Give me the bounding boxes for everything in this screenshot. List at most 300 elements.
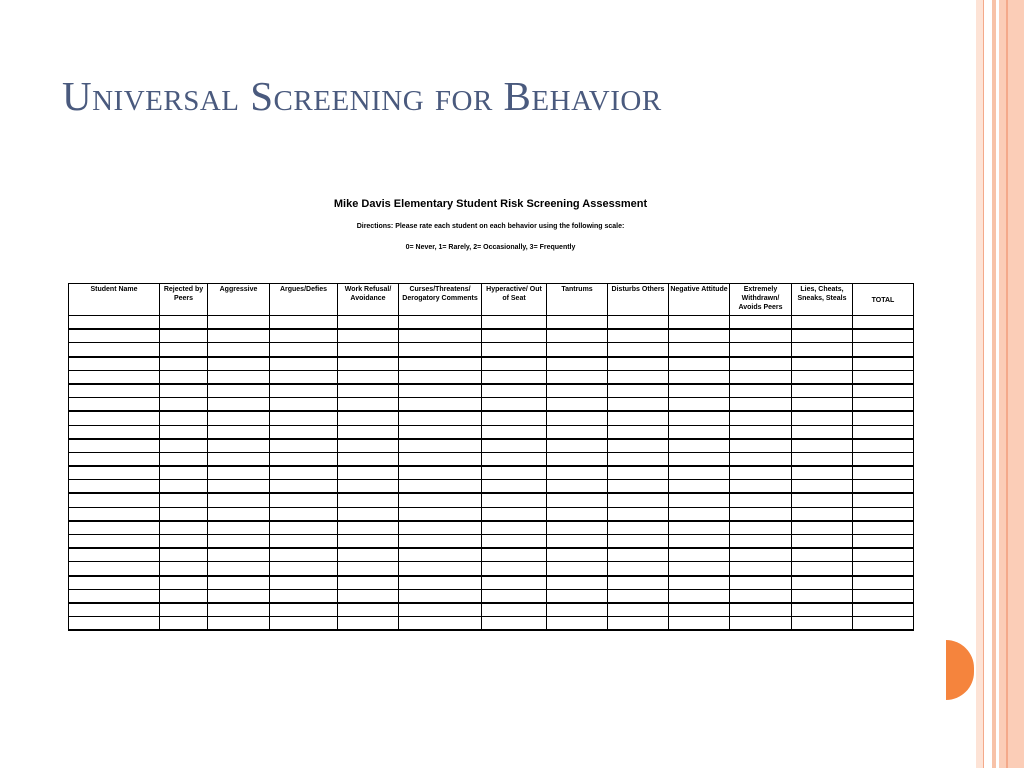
table-cell [853, 480, 914, 494]
table-cell [338, 603, 399, 617]
table-cell [160, 548, 208, 562]
table-cell [482, 617, 547, 631]
table-row [69, 576, 914, 590]
table-cell [853, 343, 914, 357]
table-cell [853, 398, 914, 412]
table-cell [730, 562, 792, 576]
table-cell [338, 521, 399, 535]
table-cell [482, 384, 547, 398]
table-cell [399, 480, 482, 494]
table-cell [69, 466, 160, 480]
table-cell [338, 425, 399, 439]
table-cell [730, 589, 792, 603]
table-cell [669, 452, 730, 466]
table-cell [270, 480, 338, 494]
table-cell [792, 548, 853, 562]
table-cell [69, 452, 160, 466]
table-cell [792, 343, 853, 357]
table-cell [399, 493, 482, 507]
table-cell [399, 384, 482, 398]
table-cell [730, 316, 792, 330]
table-cell [399, 439, 482, 453]
table-cell [270, 316, 338, 330]
table-cell [853, 466, 914, 480]
column-header: Work Refusal/ Avoidance [338, 284, 399, 316]
table-cell [69, 425, 160, 439]
table-cell [208, 617, 270, 631]
table-cell [608, 398, 669, 412]
table-cell [338, 507, 399, 521]
table-cell [608, 343, 669, 357]
column-header: Student Name [69, 284, 160, 316]
table-cell [69, 357, 160, 371]
table-cell [160, 603, 208, 617]
table-cell [338, 370, 399, 384]
table-cell [547, 535, 608, 549]
table-cell [69, 493, 160, 507]
table-cell [160, 535, 208, 549]
table-row [69, 329, 914, 343]
table-cell [399, 548, 482, 562]
table-row [69, 493, 914, 507]
table-row [69, 466, 914, 480]
table-header-row [69, 284, 914, 316]
table-cell [208, 521, 270, 535]
table-cell [669, 521, 730, 535]
table-cell [669, 535, 730, 549]
table-cell [208, 576, 270, 590]
table-cell [270, 452, 338, 466]
table-cell [270, 521, 338, 535]
table-cell [792, 452, 853, 466]
table-cell [482, 603, 547, 617]
table-cell [547, 521, 608, 535]
table-cell [853, 329, 914, 343]
table-cell [69, 370, 160, 384]
table-row [69, 507, 914, 521]
table-cell [69, 617, 160, 631]
table-cell [853, 562, 914, 576]
table-cell [270, 425, 338, 439]
table-cell [792, 493, 853, 507]
table-cell [399, 589, 482, 603]
table-cell [208, 411, 270, 425]
table-cell [853, 493, 914, 507]
table-cell [208, 329, 270, 343]
table-cell [338, 466, 399, 480]
table-cell [608, 493, 669, 507]
table-cell [482, 316, 547, 330]
table-row [69, 589, 914, 603]
table-cell [853, 521, 914, 535]
table-cell [792, 466, 853, 480]
table-cell [792, 535, 853, 549]
table-cell [730, 357, 792, 371]
table-cell [547, 466, 608, 480]
table-cell [730, 480, 792, 494]
table-cell [160, 384, 208, 398]
table-cell [160, 521, 208, 535]
table-cell [547, 548, 608, 562]
table-cell [399, 343, 482, 357]
table-cell [399, 617, 482, 631]
orange-side-tab [946, 640, 974, 700]
table-cell [547, 398, 608, 412]
table-cell [338, 343, 399, 357]
table-cell [792, 480, 853, 494]
table-cell [208, 535, 270, 549]
table-cell [669, 370, 730, 384]
table-cell [69, 398, 160, 412]
table-row [69, 617, 914, 631]
table-cell [608, 535, 669, 549]
column-header: Rejected by Peers [160, 284, 208, 316]
table-row [69, 398, 914, 412]
table-cell [730, 548, 792, 562]
table-cell [853, 452, 914, 466]
table-cell [730, 398, 792, 412]
table-cell [608, 425, 669, 439]
table-cell [482, 589, 547, 603]
table-cell [792, 562, 853, 576]
table-cell [160, 343, 208, 357]
table-cell [547, 439, 608, 453]
table-cell [160, 617, 208, 631]
table-cell [270, 562, 338, 576]
table-cell [547, 357, 608, 371]
table-cell [399, 521, 482, 535]
table-cell [399, 535, 482, 549]
table-cell [69, 439, 160, 453]
table-cell [669, 466, 730, 480]
table-cell [792, 398, 853, 412]
table-cell [270, 548, 338, 562]
table-cell [482, 548, 547, 562]
table-cell [338, 357, 399, 371]
table-cell [669, 439, 730, 453]
table-cell [669, 480, 730, 494]
table-cell [482, 521, 547, 535]
table-cell [853, 617, 914, 631]
table-cell [669, 548, 730, 562]
table-cell [608, 384, 669, 398]
table-cell [853, 507, 914, 521]
table-row [69, 343, 914, 357]
table-cell [270, 576, 338, 590]
table-cell [69, 589, 160, 603]
table-cell [208, 548, 270, 562]
table-cell [792, 603, 853, 617]
table-cell [547, 589, 608, 603]
table-cell [482, 535, 547, 549]
table-cell [669, 576, 730, 590]
table-cell [669, 343, 730, 357]
table-cell [608, 411, 669, 425]
table-cell [730, 411, 792, 425]
table-cell [853, 589, 914, 603]
table-cell [482, 562, 547, 576]
table-cell [792, 316, 853, 330]
table-cell [270, 493, 338, 507]
table-cell [338, 316, 399, 330]
table-cell [608, 329, 669, 343]
table-cell [208, 493, 270, 507]
table-cell [399, 370, 482, 384]
table-cell [270, 535, 338, 549]
table-cell [792, 617, 853, 631]
table-cell [730, 603, 792, 617]
table-cell [730, 617, 792, 631]
table-cell [730, 452, 792, 466]
table-cell [338, 535, 399, 549]
table-cell [482, 425, 547, 439]
table-row [69, 452, 914, 466]
table-cell [669, 562, 730, 576]
screening-table [68, 283, 914, 631]
table-cell [669, 398, 730, 412]
table-cell [853, 603, 914, 617]
table-cell [338, 439, 399, 453]
table-cell [482, 329, 547, 343]
table-cell [853, 384, 914, 398]
table-cell [160, 480, 208, 494]
table-cell [399, 398, 482, 412]
table-cell [69, 576, 160, 590]
table-cell [399, 452, 482, 466]
table-cell [208, 562, 270, 576]
table-cell [69, 521, 160, 535]
table-row [69, 411, 914, 425]
table-cell [730, 370, 792, 384]
table-cell [399, 316, 482, 330]
table-row [69, 562, 914, 576]
table-cell [608, 507, 669, 521]
table-cell [547, 316, 608, 330]
table-cell [608, 357, 669, 371]
table-row [69, 357, 914, 371]
table-row [69, 425, 914, 439]
table-cell [270, 589, 338, 603]
table-cell [399, 411, 482, 425]
table-cell [399, 357, 482, 371]
table-cell [338, 411, 399, 425]
table-cell [669, 589, 730, 603]
table-cell [338, 493, 399, 507]
column-header: Aggressive [208, 284, 270, 316]
table-cell [730, 329, 792, 343]
table-cell [730, 343, 792, 357]
table-cell [730, 521, 792, 535]
table-cell [270, 507, 338, 521]
table-cell [399, 329, 482, 343]
table-cell [338, 480, 399, 494]
table-cell [338, 589, 399, 603]
table-cell [792, 576, 853, 590]
table-cell [160, 316, 208, 330]
column-header: Negative Attitude [669, 284, 730, 316]
table-cell [160, 507, 208, 521]
rating-scale: 0= Never, 1= Rarely, 2= Occasionally, 3= Frequently [405, 244, 576, 251]
table-cell [853, 370, 914, 384]
table-cell [853, 576, 914, 590]
table-cell [69, 329, 160, 343]
table-cell [482, 439, 547, 453]
table-cell [208, 370, 270, 384]
table-cell [208, 357, 270, 371]
table-cell [730, 384, 792, 398]
table-cell [669, 357, 730, 371]
document-title: Mike Davis Elementary Student Risk Screening Assessment [333, 198, 648, 210]
table-cell [160, 452, 208, 466]
table-cell [547, 384, 608, 398]
table-cell [853, 425, 914, 439]
table-cell [482, 576, 547, 590]
table-cell [69, 316, 160, 330]
table-cell [208, 316, 270, 330]
table-cell [792, 370, 853, 384]
table-cell [69, 603, 160, 617]
column-header: Tantrums [547, 284, 608, 316]
table-cell [547, 343, 608, 357]
table-cell [69, 411, 160, 425]
table-cell [792, 329, 853, 343]
table-cell [482, 480, 547, 494]
table-cell [160, 493, 208, 507]
table-cell [208, 425, 270, 439]
table-cell [69, 384, 160, 398]
table-cell [792, 439, 853, 453]
table-body [69, 316, 914, 631]
table-cell [69, 480, 160, 494]
table-cell [730, 535, 792, 549]
slide-title: Universal Screening for Behavior [62, 73, 662, 119]
table-cell [547, 329, 608, 343]
table-cell [669, 316, 730, 330]
table-cell [853, 316, 914, 330]
table-cell [160, 576, 208, 590]
table-cell [160, 466, 208, 480]
column-header: Lies, Cheats, Sneaks, Steals [792, 284, 853, 316]
table-cell [482, 411, 547, 425]
table-cell [270, 617, 338, 631]
table-cell [547, 480, 608, 494]
table-cell [399, 603, 482, 617]
table-cell [208, 384, 270, 398]
table-cell [160, 357, 208, 371]
table-cell [399, 562, 482, 576]
table-cell [338, 548, 399, 562]
table-cell [270, 329, 338, 343]
table-cell [270, 398, 338, 412]
table-cell [338, 576, 399, 590]
table-cell [270, 603, 338, 617]
table-cell [792, 521, 853, 535]
table-cell [792, 589, 853, 603]
table-cell [547, 562, 608, 576]
column-header: Curses/Threatens/ Derogatory Comments [399, 284, 482, 316]
table-row [69, 521, 914, 535]
table-cell [608, 480, 669, 494]
table-cell [669, 425, 730, 439]
table-cell [399, 576, 482, 590]
table-cell [730, 466, 792, 480]
table-cell [208, 452, 270, 466]
table-cell [547, 576, 608, 590]
table-cell [338, 617, 399, 631]
table-cell [160, 398, 208, 412]
table-cell [853, 535, 914, 549]
column-header: Hyperactive/ Out of Seat [482, 284, 547, 316]
table-cell [270, 384, 338, 398]
decorative-side-stripes [976, 0, 1024, 768]
table-cell [208, 589, 270, 603]
table-cell [608, 603, 669, 617]
table-cell [792, 507, 853, 521]
table-cell [482, 343, 547, 357]
table-cell [608, 521, 669, 535]
column-header: Argues/Defies [270, 284, 338, 316]
table-cell [608, 548, 669, 562]
table-cell [160, 439, 208, 453]
table-cell [608, 617, 669, 631]
table-row [69, 603, 914, 617]
table-cell [270, 466, 338, 480]
table-cell [482, 452, 547, 466]
table-cell [270, 411, 338, 425]
table-cell [547, 411, 608, 425]
table-cell [338, 398, 399, 412]
table-cell [730, 576, 792, 590]
table-cell [669, 411, 730, 425]
table-cell [547, 493, 608, 507]
column-header: Extremely Withdrawn/ Avoids Peers [730, 284, 792, 316]
table-cell [730, 507, 792, 521]
table-cell [270, 343, 338, 357]
table-cell [608, 370, 669, 384]
table-cell [608, 562, 669, 576]
table-cell [853, 411, 914, 425]
table-cell [208, 466, 270, 480]
table-cell [547, 370, 608, 384]
table-cell [338, 452, 399, 466]
table-cell [547, 507, 608, 521]
table-cell [669, 384, 730, 398]
table-cell [547, 617, 608, 631]
table-row [69, 548, 914, 562]
table-row [69, 439, 914, 453]
table-cell [270, 439, 338, 453]
table-cell [547, 603, 608, 617]
table-cell [208, 480, 270, 494]
table-cell [608, 439, 669, 453]
table-cell [669, 507, 730, 521]
table-cell [69, 343, 160, 357]
table-cell [792, 425, 853, 439]
table-cell [208, 343, 270, 357]
table-cell [669, 329, 730, 343]
table-cell [608, 576, 669, 590]
table-cell [608, 316, 669, 330]
table-cell [853, 439, 914, 453]
table-cell [338, 384, 399, 398]
table-cell [208, 507, 270, 521]
table-cell [547, 425, 608, 439]
table-cell [160, 589, 208, 603]
table-row [69, 535, 914, 549]
table-cell [208, 439, 270, 453]
table-cell [482, 493, 547, 507]
table-cell [270, 370, 338, 384]
